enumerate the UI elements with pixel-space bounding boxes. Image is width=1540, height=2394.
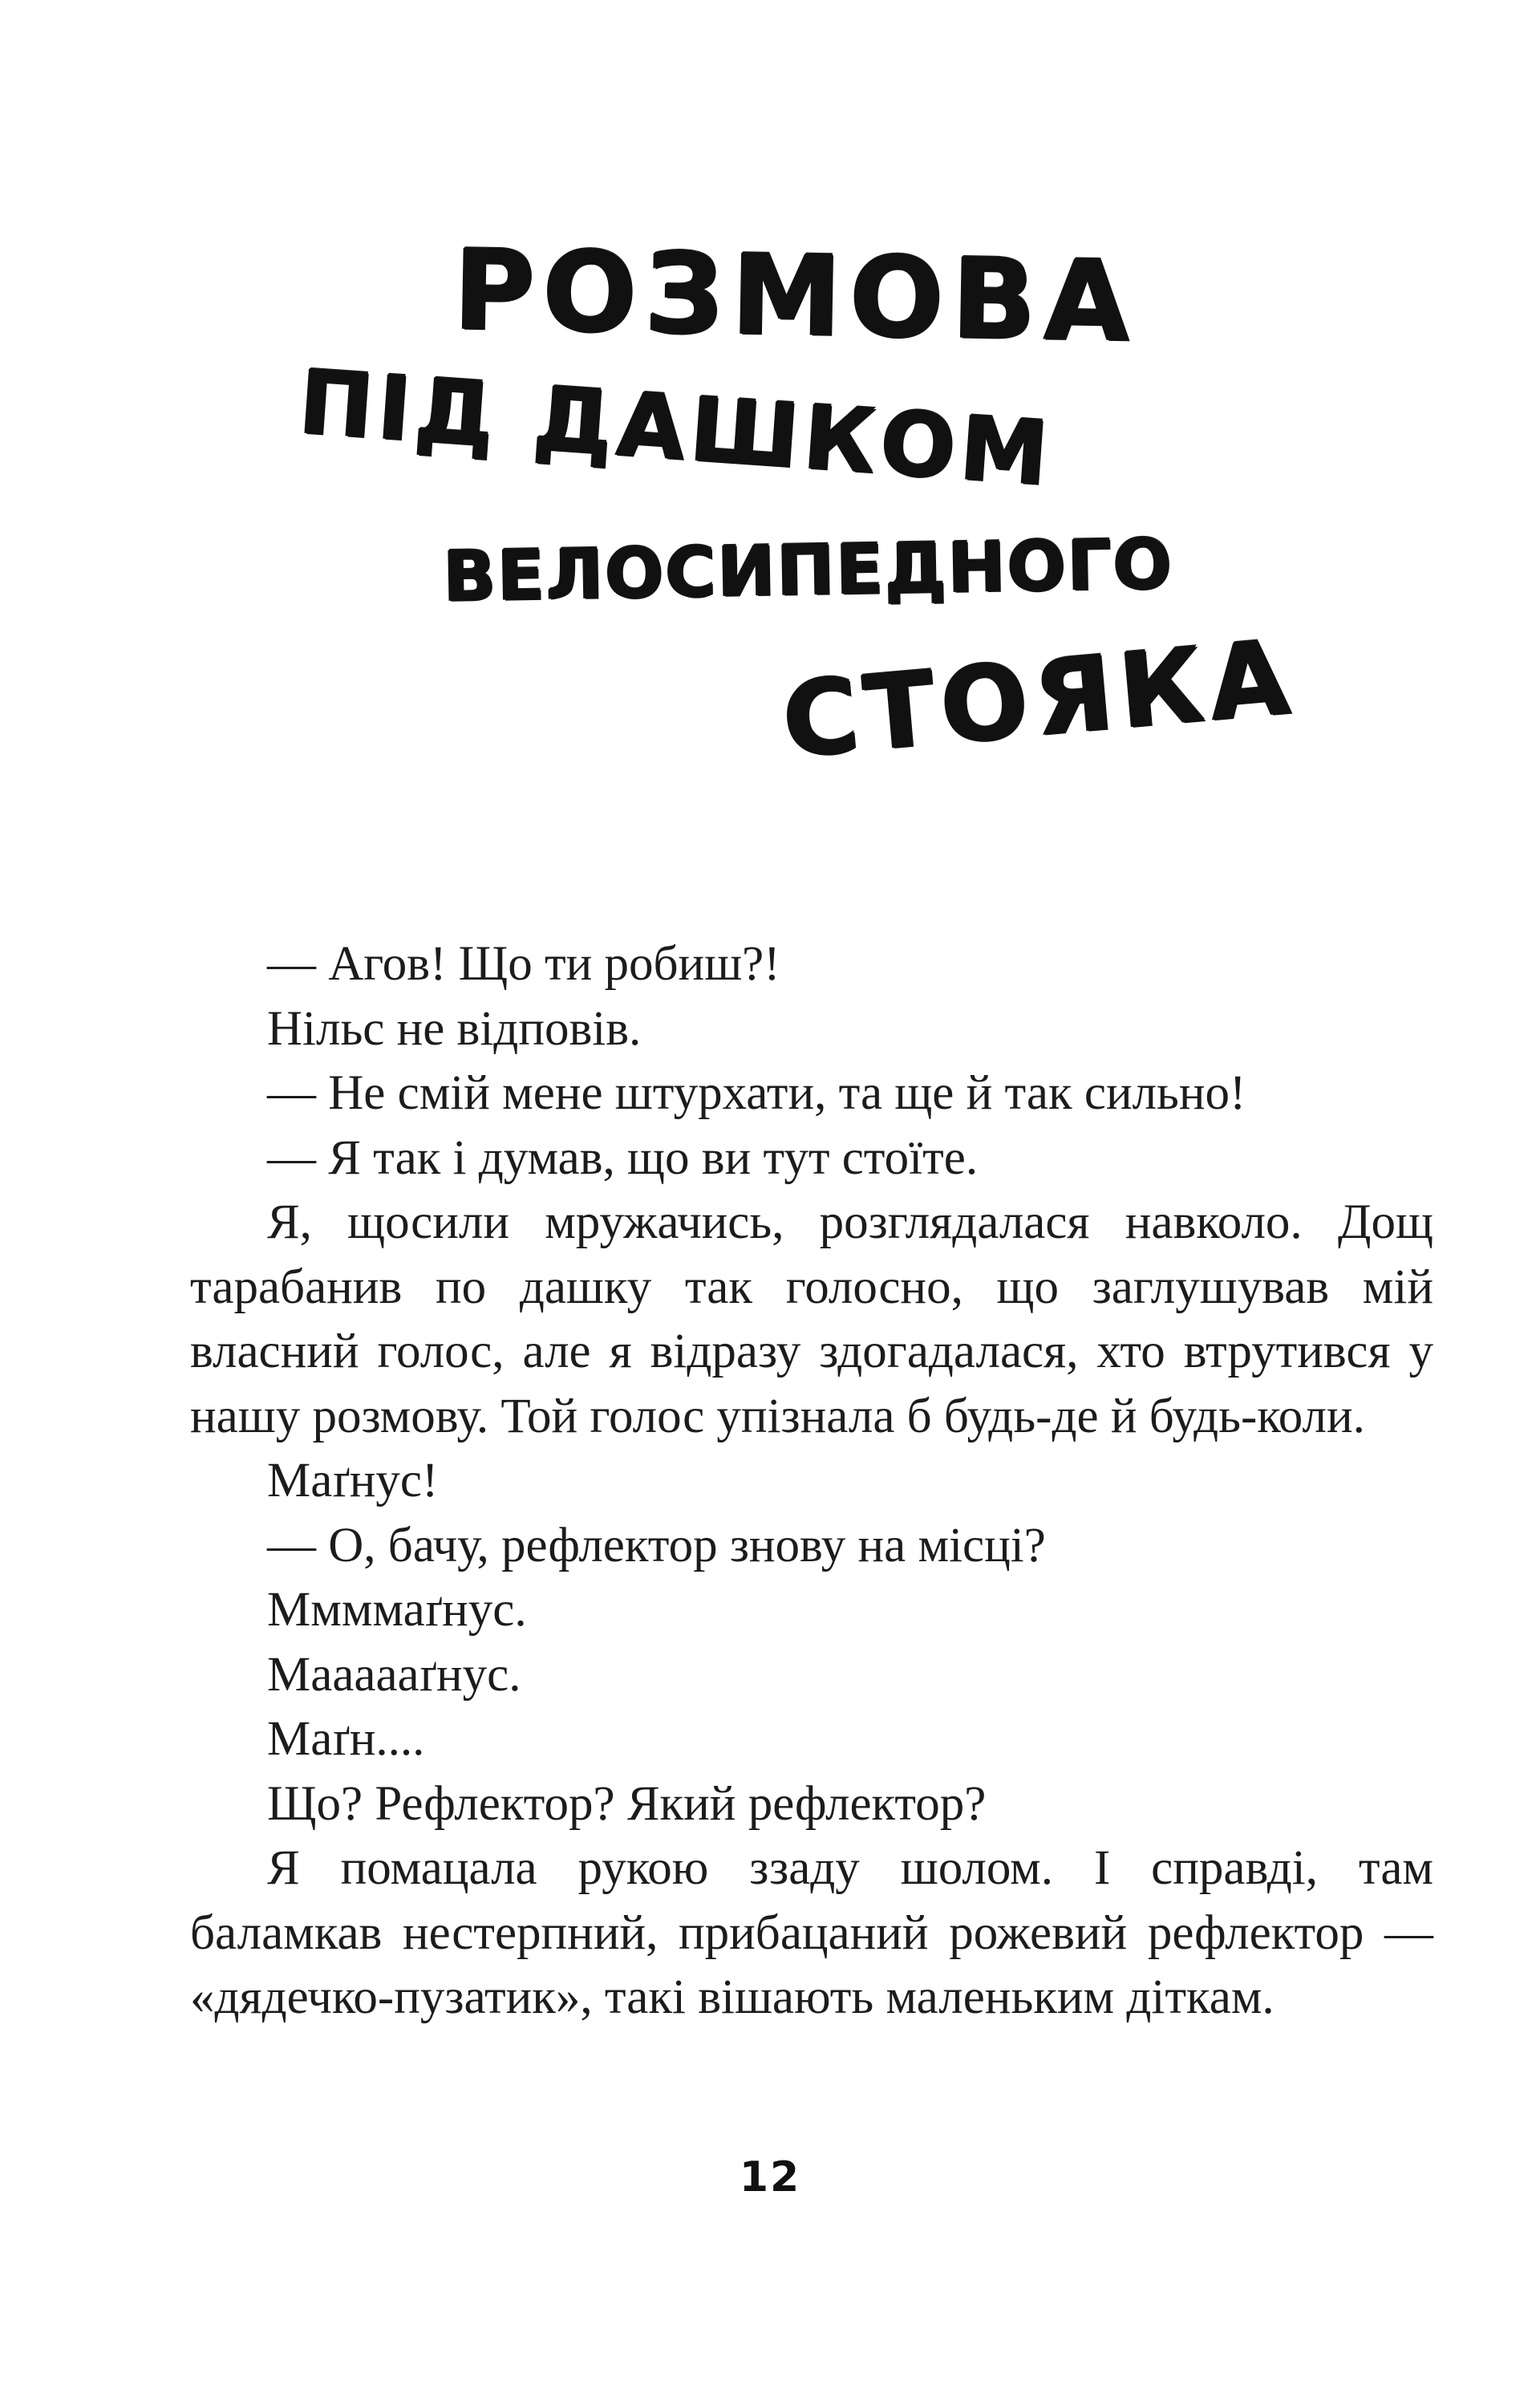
- paragraph: Що? Рефлектор? Який рефлектор?: [267, 1776, 987, 1831]
- chapter-title-line-3: ВЕЛОСИПЕДНОГО: [442, 524, 1174, 617]
- paragraph: Ммммаґнус.: [267, 1583, 527, 1637]
- paragraph: — Агов! Що ти робиш?!: [267, 937, 780, 991]
- paragraph: Я, щосили мружачись, розглядалася навколо. Дощ тарабанив по дашку так голосно, що заглушував мій власний голос, але я відразу здогадалася, хто втрутився у нашу розмову. Той голос упізнала б будь-де й будь-коли.: [190, 1195, 1433, 1443]
- page-number: 12: [739, 2153, 801, 2201]
- chapter-title-line-4: СТОЯКА: [777, 617, 1300, 781]
- paragraph: Маааааґнус.: [267, 1647, 521, 1702]
- paragraph: Маґн....: [267, 1712, 425, 1766]
- paragraph: Нільс не відповів.: [267, 1001, 642, 1056]
- paragraph: Маґнус!: [267, 1454, 439, 1507]
- paragraph: — О, бачу, рефлектор знову на місці?: [267, 1518, 1046, 1572]
- paragraph: Я помацала рукою ззаду шолом. І справді, там баламкав нестерпний, прибацаний рожевий рефлектор — «дядечко-пузатик», такі вішають маленьким діткам.: [190, 1841, 1433, 2024]
- paragraph: — Не смій мене штурхати, та ще й так сильно!: [267, 1066, 1246, 1120]
- chapter-title-line-2: ПІД ДАШКОМ: [295, 350, 1056, 505]
- chapter-title: [0, 0, 1540, 842]
- body-text: [190, 932, 1433, 2031]
- paragraph: — Я так і думав, що ви тут стоїте.: [267, 1130, 979, 1185]
- chapter-title-line-1: РОЗМОВА: [452, 225, 1139, 367]
